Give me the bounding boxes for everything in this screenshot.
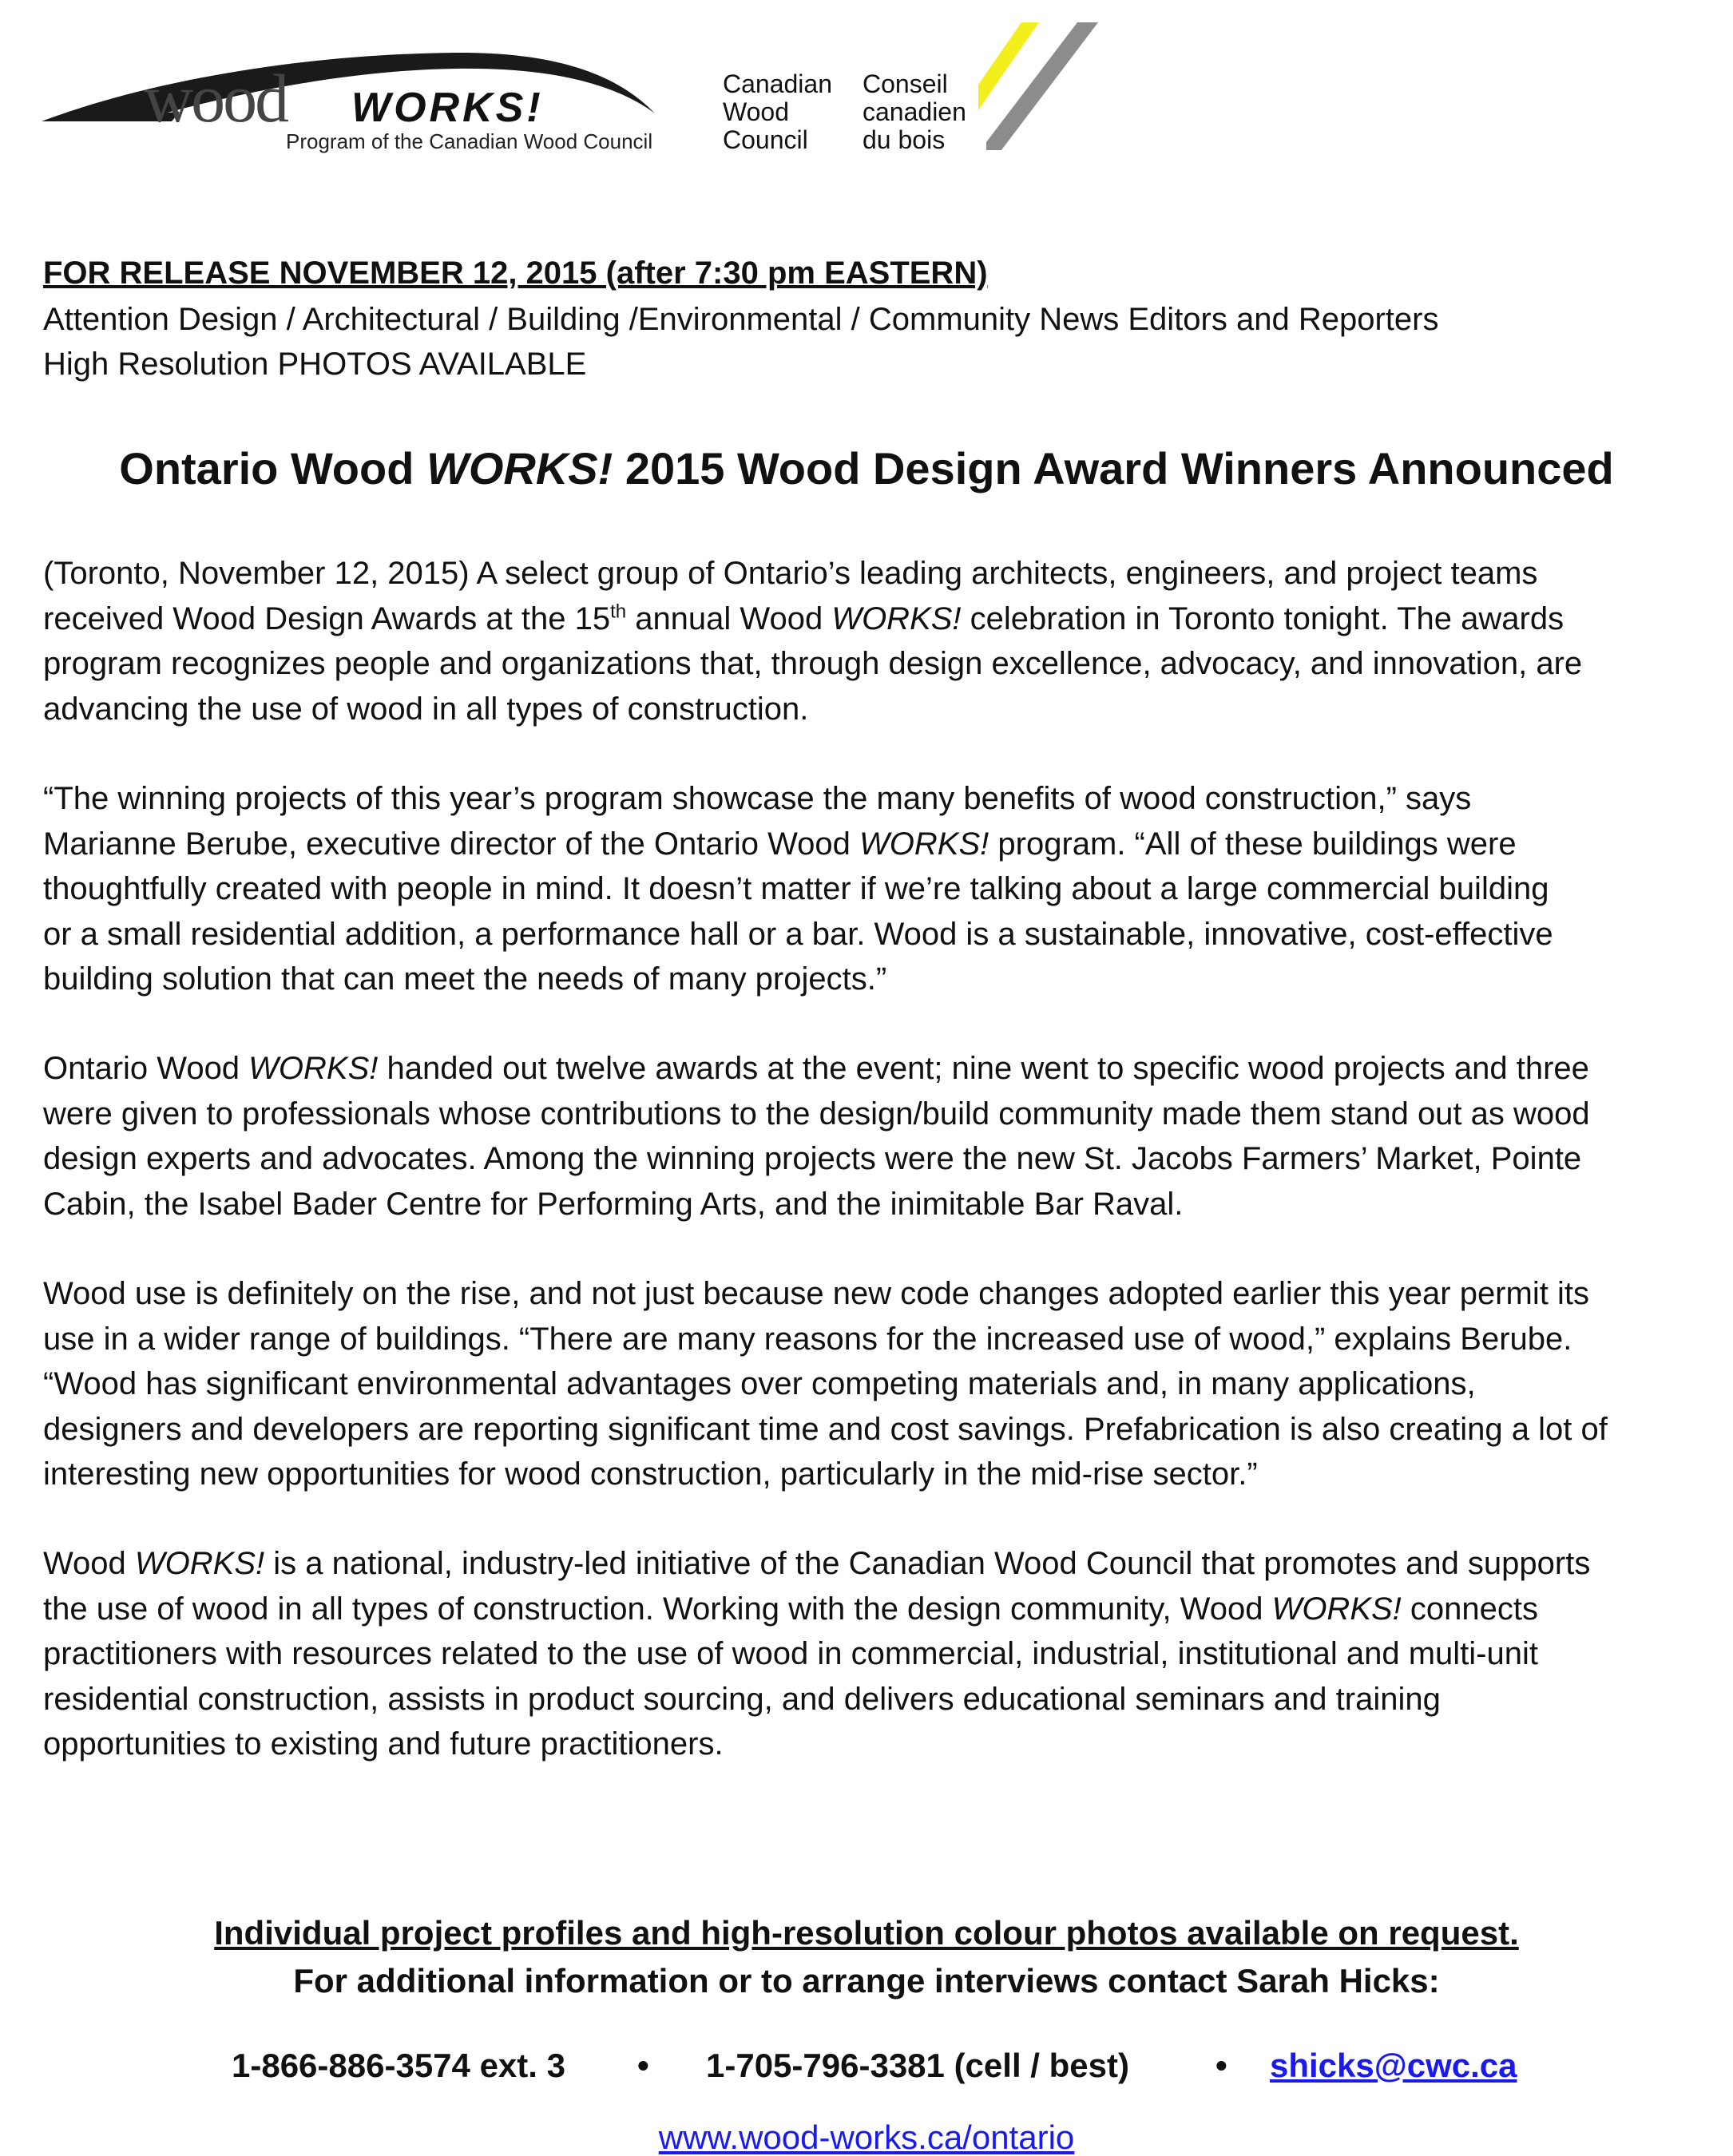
paragraph-line	[43, 822, 1704, 867]
text-run: handed out twelve awards at the event; nine went to specific wood projects and three	[378, 1051, 1589, 1086]
text-run: Wood	[43, 1546, 135, 1581]
cwc-en-line: Canadian	[723, 69, 832, 98]
website-link[interactable]: www.wood-works.ca/ontario	[658, 2118, 1075, 2156]
paragraph-line: Cabin, the Isabel Bader Centre for Performing Arts, and the inimitable Bar Raval.	[43, 1186, 1184, 1222]
paragraph-line: practitioners with resources related to the use of wood in commercial, industrial, institutional and multi-unit	[43, 1636, 1538, 1671]
text-run: annual Wood	[626, 600, 832, 636]
cwc-english-name	[723, 70, 832, 154]
cwc-french-name	[863, 70, 966, 154]
cwc-en-line: Council	[723, 125, 808, 154]
profiles-available-line: Individual project profiles and high-resolution colour photos available on request.	[214, 1914, 1519, 1952]
logo-works-text: WORKS!	[351, 85, 544, 131]
paragraph-line: opportunities to existing and future practitioners.	[43, 1726, 724, 1762]
paragraph-line	[43, 1587, 1704, 1632]
contact-details	[0, 2043, 1733, 2091]
paragraph-line: designers and developers are reporting significant time and cost savings. Prefabrication is also creating a lot of	[43, 1411, 1608, 1447]
works-italic: WORKS!	[248, 1051, 379, 1086]
paragraph-line: “Wood has significant environmental advantages over competing materials and, in many applications,	[43, 1366, 1476, 1401]
attention-editors-line: Attention Design / Architectural / Building /Environmental / Community News Editors and Reporters	[43, 302, 1439, 337]
text-run: is a national, industry-led initiative of the Canadian Wood Council that promotes and supports	[264, 1546, 1591, 1581]
paragraph-line: interesting new opportunities for wood construction, particularly in the mid-rise sector.”	[43, 1456, 1258, 1492]
ordinal-superscript: th	[610, 600, 627, 623]
works-italic: WORKS!	[859, 826, 989, 862]
headline-works-italic: WORKS!	[426, 443, 613, 493]
paragraph-awards	[43, 1046, 1704, 1227]
grey-stripe	[986, 22, 1098, 150]
cwc-en-line: Wood	[723, 97, 790, 126]
paragraph-line: thoughtfully created with people in mind. It doesn’t matter if we’re talking about a large commercial building	[43, 871, 1549, 906]
paragraph-line: design experts and advocates. Among the winning projects were the new St. Jacobs Farmers’ Market, Pointe	[43, 1141, 1582, 1176]
text-run: Ontario Wood	[43, 1051, 249, 1086]
paragraph-line	[43, 1541, 1704, 1587]
paragraph-line: use in a wider range of buildings. “There are many reasons for the increased use of wood,” explains Berube.	[43, 1321, 1572, 1357]
paragraph-line: “The winning projects of this year’s program showcase the many benefits of wood construction,” says	[43, 781, 1472, 816]
office-phone[interactable]: 1-866-886-3574 ext. 3	[232, 2047, 565, 2084]
bullet-separator: •	[1215, 2047, 1227, 2084]
paragraph-line	[43, 596, 1704, 642]
paragraph-line: advancing the use of wood in all types of construction.	[43, 691, 809, 727]
paragraph-about	[43, 1541, 1704, 1767]
contact-line: For additional information or to arrange interviews contact Sarah Hicks:	[293, 1962, 1440, 1999]
headline-part: Ontario Wood	[119, 443, 426, 493]
paragraph-line: (Toronto, November 12, 2015) A select group of Ontario’s leading architects, engineers, and project teams	[43, 556, 1538, 591]
release-date-line: FOR RELEASE NOVEMBER 12, 2015 (after 7:30 pm EASTERN)	[43, 256, 988, 291]
text-run: program. “All of these buildings were	[989, 826, 1517, 862]
email-link[interactable]: shicks@cwc.ca	[1270, 2047, 1517, 2084]
paragraph-wood-use	[43, 1271, 1704, 1497]
cwc-fr-line: Conseil	[863, 69, 948, 98]
cwc-stripes-icon	[978, 22, 1098, 150]
paragraph-line: residential construction, assists in product sourcing, and delivers educational seminars and training	[43, 1681, 1441, 1717]
works-italic: WORKS!	[134, 1546, 265, 1581]
paragraph-line: were given to professionals whose contributions to the design/build community made them stand out as wood	[43, 1096, 1590, 1132]
cwc-fr-line: du bois	[863, 125, 946, 154]
paragraph-quote	[43, 776, 1704, 1002]
bullet-separator: •	[637, 2047, 649, 2084]
photos-available-line: High Resolution PHOTOS AVAILABLE	[43, 347, 587, 382]
paragraph-intro	[43, 551, 1704, 731]
paragraph-line: program recognizes people and organizations that, through design excellence, advocacy, and innovation, are	[43, 646, 1583, 681]
works-italic: WORKS!	[831, 600, 962, 636]
paragraph-line: Wood use is definitely on the rise, and not just because new code changes adopted earlier this year permit its	[43, 1276, 1589, 1311]
page-title	[0, 441, 1733, 497]
text-run: connects	[1401, 1591, 1539, 1627]
logo-tagline: Program of the Canadian Wood Council	[286, 129, 653, 153]
text-run: received Wood Design Awards at the 15	[43, 600, 611, 636]
headline-part: 2015 Wood Design Award Winners Announced	[613, 443, 1614, 493]
paragraph-line: building solution that can meet the needs of many projects.”	[43, 961, 887, 997]
cwc-fr-line: canadien	[863, 97, 966, 126]
text-run: the use of wood in all types of construction. Working with the design community, Wood	[43, 1591, 1272, 1627]
paragraph-line: or a small residential addition, a performance hall or a bar. Wood is a sustainable, innovative, cost-effective	[43, 916, 1553, 952]
works-italic: WORKS!	[1271, 1591, 1402, 1627]
paragraph-line	[43, 1046, 1704, 1092]
text-run: celebration in Toronto tonight. The awards	[961, 600, 1564, 636]
logo-wood-text: wood	[144, 60, 288, 137]
logo-swoosh-shape	[42, 53, 655, 121]
cell-phone[interactable]: 1-705-796-3381 (cell / best)	[706, 2047, 1129, 2084]
text-run: Marianne Berube, executive director of the Ontario Wood	[43, 826, 860, 862]
